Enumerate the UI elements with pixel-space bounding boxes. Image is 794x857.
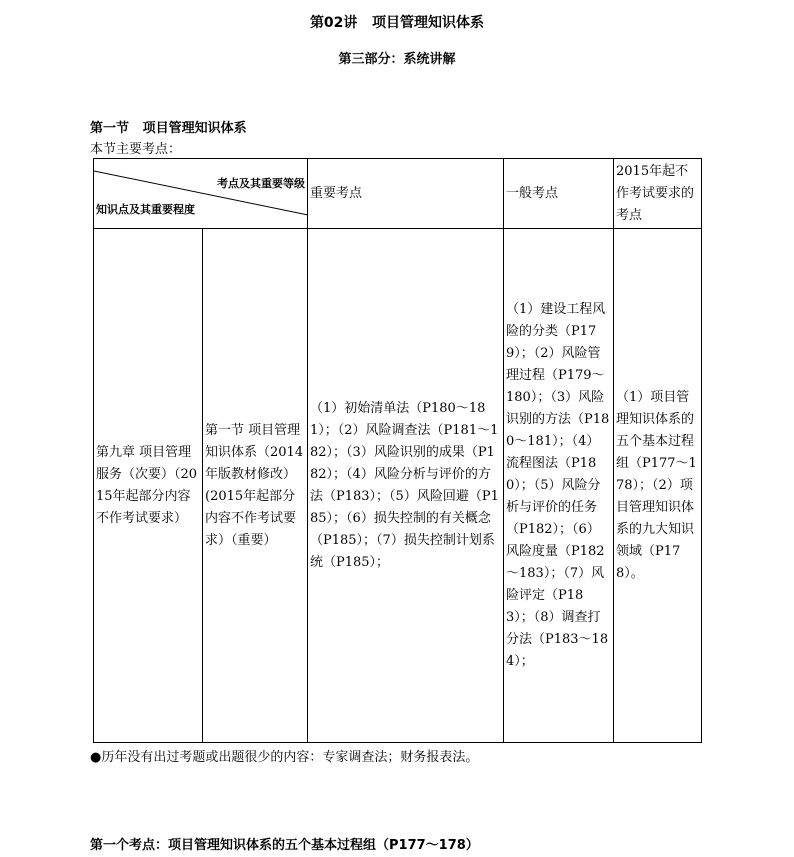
diagonal-bottom-label: 知识点及其重要程度 [96, 203, 195, 216]
header-not-required: 2015年起不作考试要求的考点 [614, 159, 702, 229]
diagonal-top-label: 考点及其重要等级 [217, 177, 305, 190]
table-row [94, 229, 702, 743]
general-points-cell: （1）建设工程风险的分类（P179）；（2）风险管理过程（P179～180）；（3）风险识别的方法（P180～181）；（4）流程图法（P180）；（5）风险分析与评价的任务（P182）；（6）风险度量（P182～183）；（7）风险评定（P183）；（8）调查打分法（P183～184）； [504, 229, 614, 743]
header-important: 重要考点 [308, 159, 504, 229]
section-cell: 第一节 项目管理知识体系（2014年版教材修改）(2015年起部分内容不作考试要求）（重要） [203, 229, 308, 743]
section-heading: 第一节 项目管理知识体系 [90, 121, 247, 136]
table-header-row [94, 159, 702, 229]
diagonal-header-cell [94, 159, 308, 229]
page-subtitle: 第三部分：系统讲解 [338, 52, 456, 67]
header-general: 一般考点 [504, 159, 614, 229]
section-intro: 本节主要考点： [90, 142, 182, 157]
chapter-cell: 第九章 项目管理服务（次要）（2015年起部分内容不作考试要求） [94, 229, 203, 743]
key-points-table [93, 158, 702, 743]
next-topic-heading: 第一个考点：项目管理知识体系的五个基本过程组（P177～178） [90, 838, 479, 853]
important-points-cell: （1）初始清单法（P180～181）；（2）风险调查法（P181～182）；（3）风险识别的成果（P182）；（4）风险分析与评价的方法（P183）；（5）风险回避（P185）；（6）损失控制的有关概念（P185）；（7）损失控制计划系统（P185）； [308, 229, 504, 743]
not-required-points-cell: （1）项目管理知识体系的五个基本过程组（P177～178）；（2）项目管理知识体系的九大知识领域（P178）。 [614, 229, 702, 743]
rarely-tested-note: ●历年没有出过考题或出题很少的内容：专家调查法；财务报表法。 [90, 750, 479, 765]
page-title: 第02讲 项目管理知识体系 [309, 15, 485, 31]
